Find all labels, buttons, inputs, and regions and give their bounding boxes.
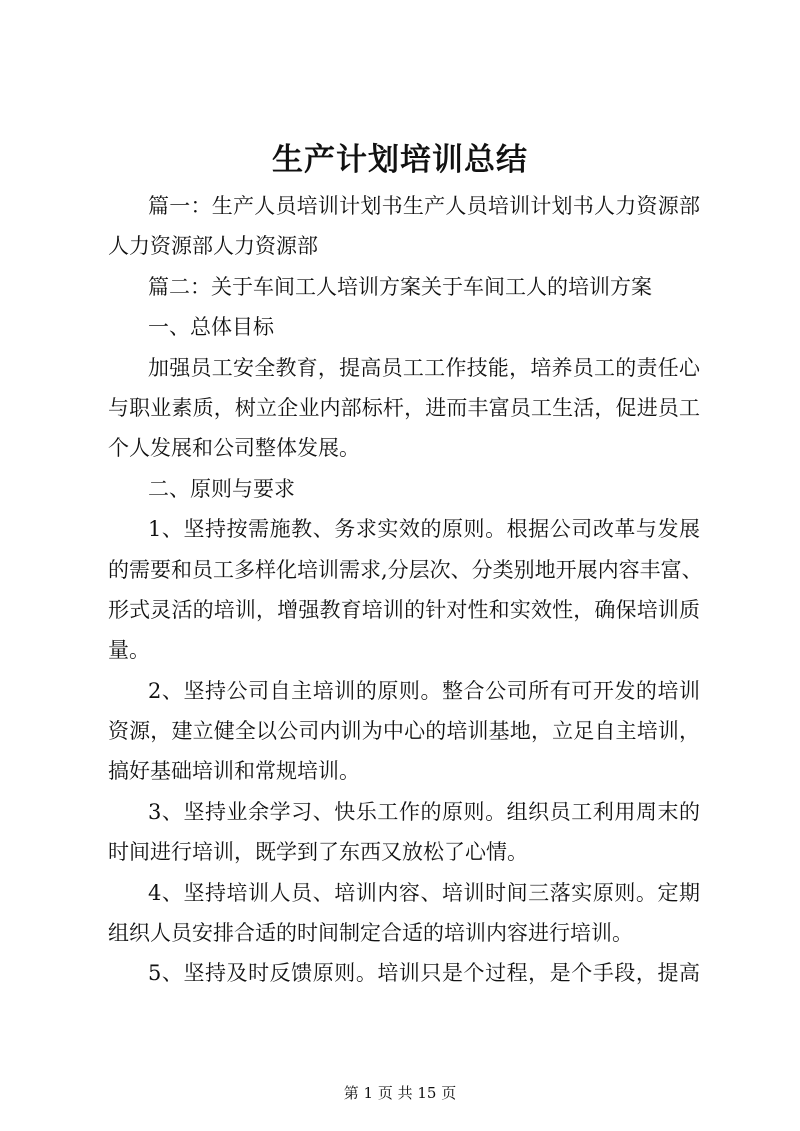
text-line: 一、总体目标 (148, 315, 274, 340)
paragraph (108, 348, 700, 469)
text-line: 篇一：生产人员培训计划书生产人员培训计划书人力资源部 (148, 194, 700, 218)
text-line: 形式灵活的培训，增强教育培训的针对性和实效性，确保培训质 (108, 597, 700, 622)
text-line: 加强员工安全教育，提高员工工作技能，培养员工的责任心 (148, 355, 700, 380)
text-line: 的需要和员工多样化培训需求,分层次、分类别地开展内容丰富、 (108, 557, 703, 582)
paragraph (108, 307, 700, 347)
text-line: 篇二：关于车间工人培训方案关于车间工人的培训方案 (148, 274, 652, 299)
text-line: 资源，建立健全以公司内训为中心的培训基地，立足自主培训， (108, 719, 700, 744)
text-line: 个人发展和公司整体发展。 (108, 436, 360, 461)
text-line: 1、坚持按需施教、务求实效的原则。根据公司改革与发展 (148, 517, 700, 542)
paragraph (108, 469, 700, 509)
text-line: 3、坚持业余学习、快乐工作的原则。组织员工利用周末的 (148, 799, 700, 824)
page-footer: 第 1 页 共 15 页 (343, 1084, 457, 1102)
paragraph (108, 671, 700, 792)
document-title: 生产计划培训总结 (272, 142, 528, 178)
text-line: 5、坚持及时反馈原则。培训只是个过程，是个手段，提高 (148, 961, 700, 986)
paragraph (108, 792, 700, 873)
text-line: 二、原则与要求 (148, 476, 295, 501)
text-line: 时间进行培训，既学到了东西又放松了心情。 (108, 840, 528, 865)
text-line: 搞好基础培训和常规培训。 (108, 759, 360, 784)
text-line: 2、坚持公司自主培训的原则。整合公司所有可开发的培训 (148, 678, 700, 703)
paragraph (108, 186, 700, 267)
document-body (108, 186, 703, 994)
text-line: 量。 (108, 638, 150, 663)
text-line: 4、坚持培训人员、培训内容、培训时间三落实原则。定期 (148, 880, 700, 905)
paragraph (108, 873, 700, 954)
paragraph (108, 267, 700, 307)
text-line: 人力资源部人力资源部 (108, 234, 318, 259)
text-line: 组织人员安排合适的时间制定合适的培训内容进行培训。 (108, 921, 633, 946)
paragraph (108, 509, 703, 671)
paragraph (108, 953, 700, 993)
text-line: 与职业素质，树立企业内部标杆，进而丰富员工生活，促进员工 (108, 395, 700, 420)
